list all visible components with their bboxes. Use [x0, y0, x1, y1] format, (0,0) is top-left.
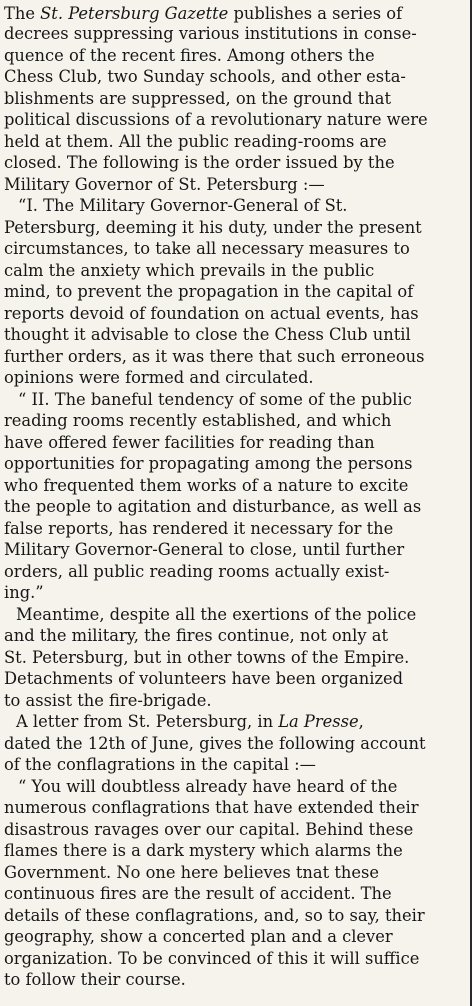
article-line: Detachments of volunteers have been organized — [4, 669, 404, 688]
article-line: decrees suppressing various institutions in conse- — [4, 24, 417, 43]
article-line: further orders, as it was there that such erroneous — [4, 346, 425, 366]
article-line: “I. The Military Governor-General of St. — [18, 196, 348, 215]
article-line: of the conflagrations in the capital :— — [4, 755, 316, 774]
article-line: dated the 12th of June, gives the following account — [4, 733, 426, 753]
article-line: thought it advisable to close the Chess Club until — [4, 325, 411, 344]
article-line: the people to agitation and disturbance, as well as — [4, 497, 422, 516]
article-line: Chess Club, two Sunday schools, and other esta- — [4, 67, 406, 86]
article-line: mind, to prevent the propagation in the capital of — [4, 282, 414, 301]
article-line: have offered fewer facilities for reading than — [4, 432, 375, 452]
article-column — [4, 3, 466, 991]
article-line: to assist the fire-brigade. — [4, 690, 212, 710]
publication-title: St. Petersburg Gazette — [40, 4, 229, 23]
article-line: organization. To be convinced of this it will suffice — [4, 948, 420, 968]
article-line: reports devoid of foundation on actual events, has — [4, 303, 419, 323]
article-line: numerous conflagrations that have extended their — [4, 798, 419, 817]
article-line: St. Petersburg, but in other towns of the Empire. — [4, 647, 410, 667]
article-line: who frequented them works of a nature to excite — [4, 475, 409, 495]
article-line: political discussions of a revolutionary nature were — [4, 110, 428, 129]
article-line: quence of the recent fires. Among others the — [4, 45, 375, 65]
article-line: geography, show a concerted plan and a clever — [4, 927, 393, 946]
article-line: Meantime, despite all the exertions of the police — [16, 604, 417, 624]
article-line: details of these conflagrations, and, so to say, their — [4, 905, 425, 925]
article-line: opinions were formed and circulated. — [4, 368, 314, 387]
article-line: The St. Petersburg Gazette publishes a series of — [4, 4, 403, 23]
article-line: “ You will doubtless already have heard of the — [18, 776, 398, 796]
article-line: Petersburg, deeming it his duty, under the present — [4, 217, 422, 237]
article-line: A letter from St. Petersburg, in La Presse, — [16, 712, 364, 731]
article-line: blishments are suppressed, on the ground that — [4, 88, 391, 108]
article-line: continuous fires are the result of accident. The — [4, 884, 392, 903]
article-line: “ II. The baneful tendency of some of the public — [18, 389, 412, 409]
article-line: to follow their course. — [4, 970, 186, 989]
article-line: held at them. All the public reading-rooms are — [4, 131, 387, 151]
article-line: orders, all public reading rooms actually exist- — [4, 561, 390, 581]
article-line: false reports, has rendered it necessary for the — [4, 518, 394, 538]
article-line: Military Governor of St. Petersburg :— — [4, 174, 325, 194]
article-line: circumstances, to take all necessary measures to — [4, 239, 410, 258]
publication-title: La Presse — [278, 712, 359, 731]
article-line: opportunities for propagating among the persons — [4, 454, 413, 473]
article-line: ing.” — [4, 583, 44, 602]
article-line: Military Governor-General to close, until further — [4, 540, 405, 559]
article-line: reading rooms recently established, and which — [4, 411, 392, 430]
article-line: and the military, the fires continue, not only at — [4, 626, 388, 645]
article-line: Government. No one here believes tnat these — [4, 862, 379, 882]
article-line: closed. The following is the order issued by the — [4, 153, 395, 172]
article-line: flames there is a dark mystery which alarms the — [4, 841, 403, 860]
article-line: disastrous ravages over our capital. Behind these — [4, 819, 414, 839]
article-line: calm the anxiety which prevails in the public — [4, 260, 375, 280]
